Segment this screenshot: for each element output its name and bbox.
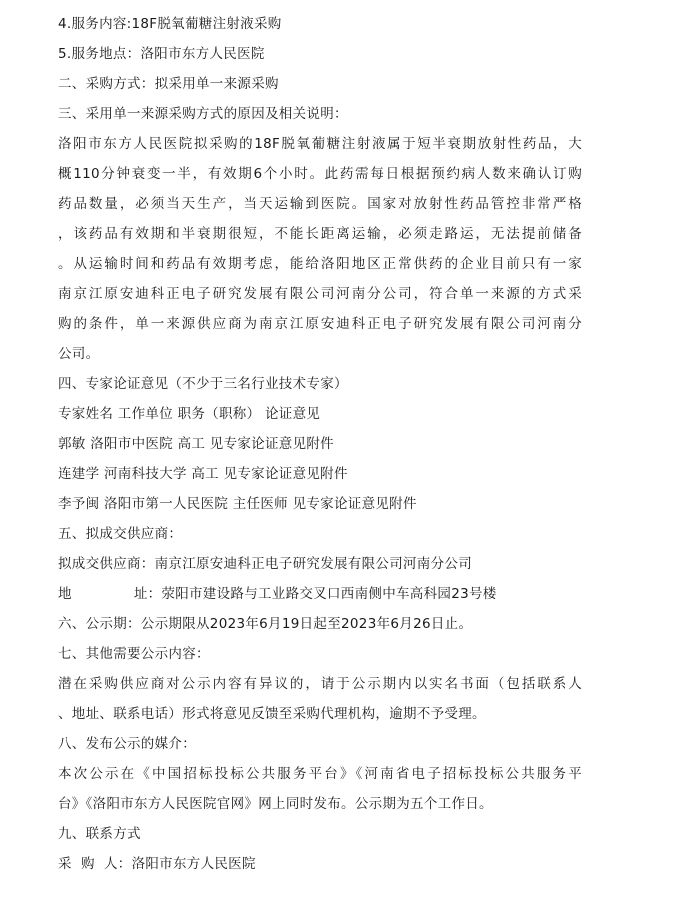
expert-row: 李予闽 洛阳市第一人民医院 主任医师 见专家论证意见附件 [58,496,417,512]
section-9-heading: 九、联系方式 [58,826,141,842]
reason-paragraph-line-1: 洛阳市东方人民医院拟采购的18F脱氧葡糖注射液属于短半衰期放射性药品，大 [58,136,582,152]
address-label-rest: 址：荥阳市建设路与工业路交叉口西南侧中车高科园23号楼 [133,586,497,602]
reason-paragraph-line-8: 公司。 [58,346,100,362]
section-6-heading: 六、公示期：公示期限从2023年6月19日起至2023年6月26日止。 [58,616,473,632]
expert-row: 郭敏 洛阳市中医院 高工 见专家论证意见附件 [58,436,334,452]
objection-paragraph-line-1: 潜在采购供应商对公示内容有异议的，请于公示期内以实名书面（包括联系人 [58,676,582,692]
address-label-start: 地 [58,586,72,602]
section-7-heading: 七、其他需要公示内容： [58,646,210,662]
expert-row: 连建学 河南科技大学 高工 见专家论证意见附件 [58,466,348,482]
service-content-line: 4.服务内容:18F脱氧葡糖注射液采购 [58,16,282,32]
reason-paragraph-line-6: 南京江原安迪科正电子研究发展有限公司河南分公司，符合单一来源的方式采 [58,286,582,302]
proposed-vendor-line: 拟成交供应商：南京江原安迪科正电子研究发展有限公司河南分公司 [58,556,472,572]
reason-paragraph-line-5: 。从运输时间和药品有效期考虑，能给洛阳地区正常供药的企业目前只有一家 [58,256,582,272]
reason-paragraph-line-7: 购的条件，单一来源供应商为南京江原安迪科正电子研究发展有限公司河南分 [58,316,582,332]
reason-paragraph-line-2: 概110分钟衰变一半，有效期6个小时。此药需每日根据预约病人数来确认订购 [58,166,582,182]
objection-paragraph-line-2: 、地址、联系电话）形式将意见反馈至采购代理机构，逾期不予受理。 [58,706,486,722]
section-8-heading: 八、发布公示的媒介： [58,736,196,752]
document-body [58,9,598,879]
section-2-heading: 二、采购方式：拟采用单一来源采购 [58,76,279,92]
section-3-heading: 三、采用单一来源采购方式的原因及相关说明： [58,106,348,122]
service-location-line: 5.服务地点：洛阳市东方人民医院 [58,46,265,62]
expert-table-header: 专家姓名 工作单位 职务（职称） 论证意见 [58,406,321,422]
reason-paragraph-line-3: 药品数量，必须当天生产，当天运输到医院。国家对放射性药品管控非常严格 [58,196,582,212]
vendor-address-line [58,579,598,609]
section-4-heading: 四、专家论证意见（不少于三名行业技术专家） [58,376,348,392]
purchaser-line: 采 购 人：洛阳市东方人民医院 [58,856,256,872]
media-paragraph-line-1: 本次公示在《中国招标投标公共服务平台》《河南省电子招标投标公共服务平 [58,766,582,782]
media-paragraph-line-2: 台》《洛阳市东方人民医院官网》网上同时发布。公示期为五个工作日。 [58,796,493,812]
reason-paragraph-line-4: ，该药品有效期和半衰期很短，不能长距离运输，必须走路运，无法提前储备 [58,226,582,242]
section-5-heading: 五、拟成交供应商： [58,526,183,542]
